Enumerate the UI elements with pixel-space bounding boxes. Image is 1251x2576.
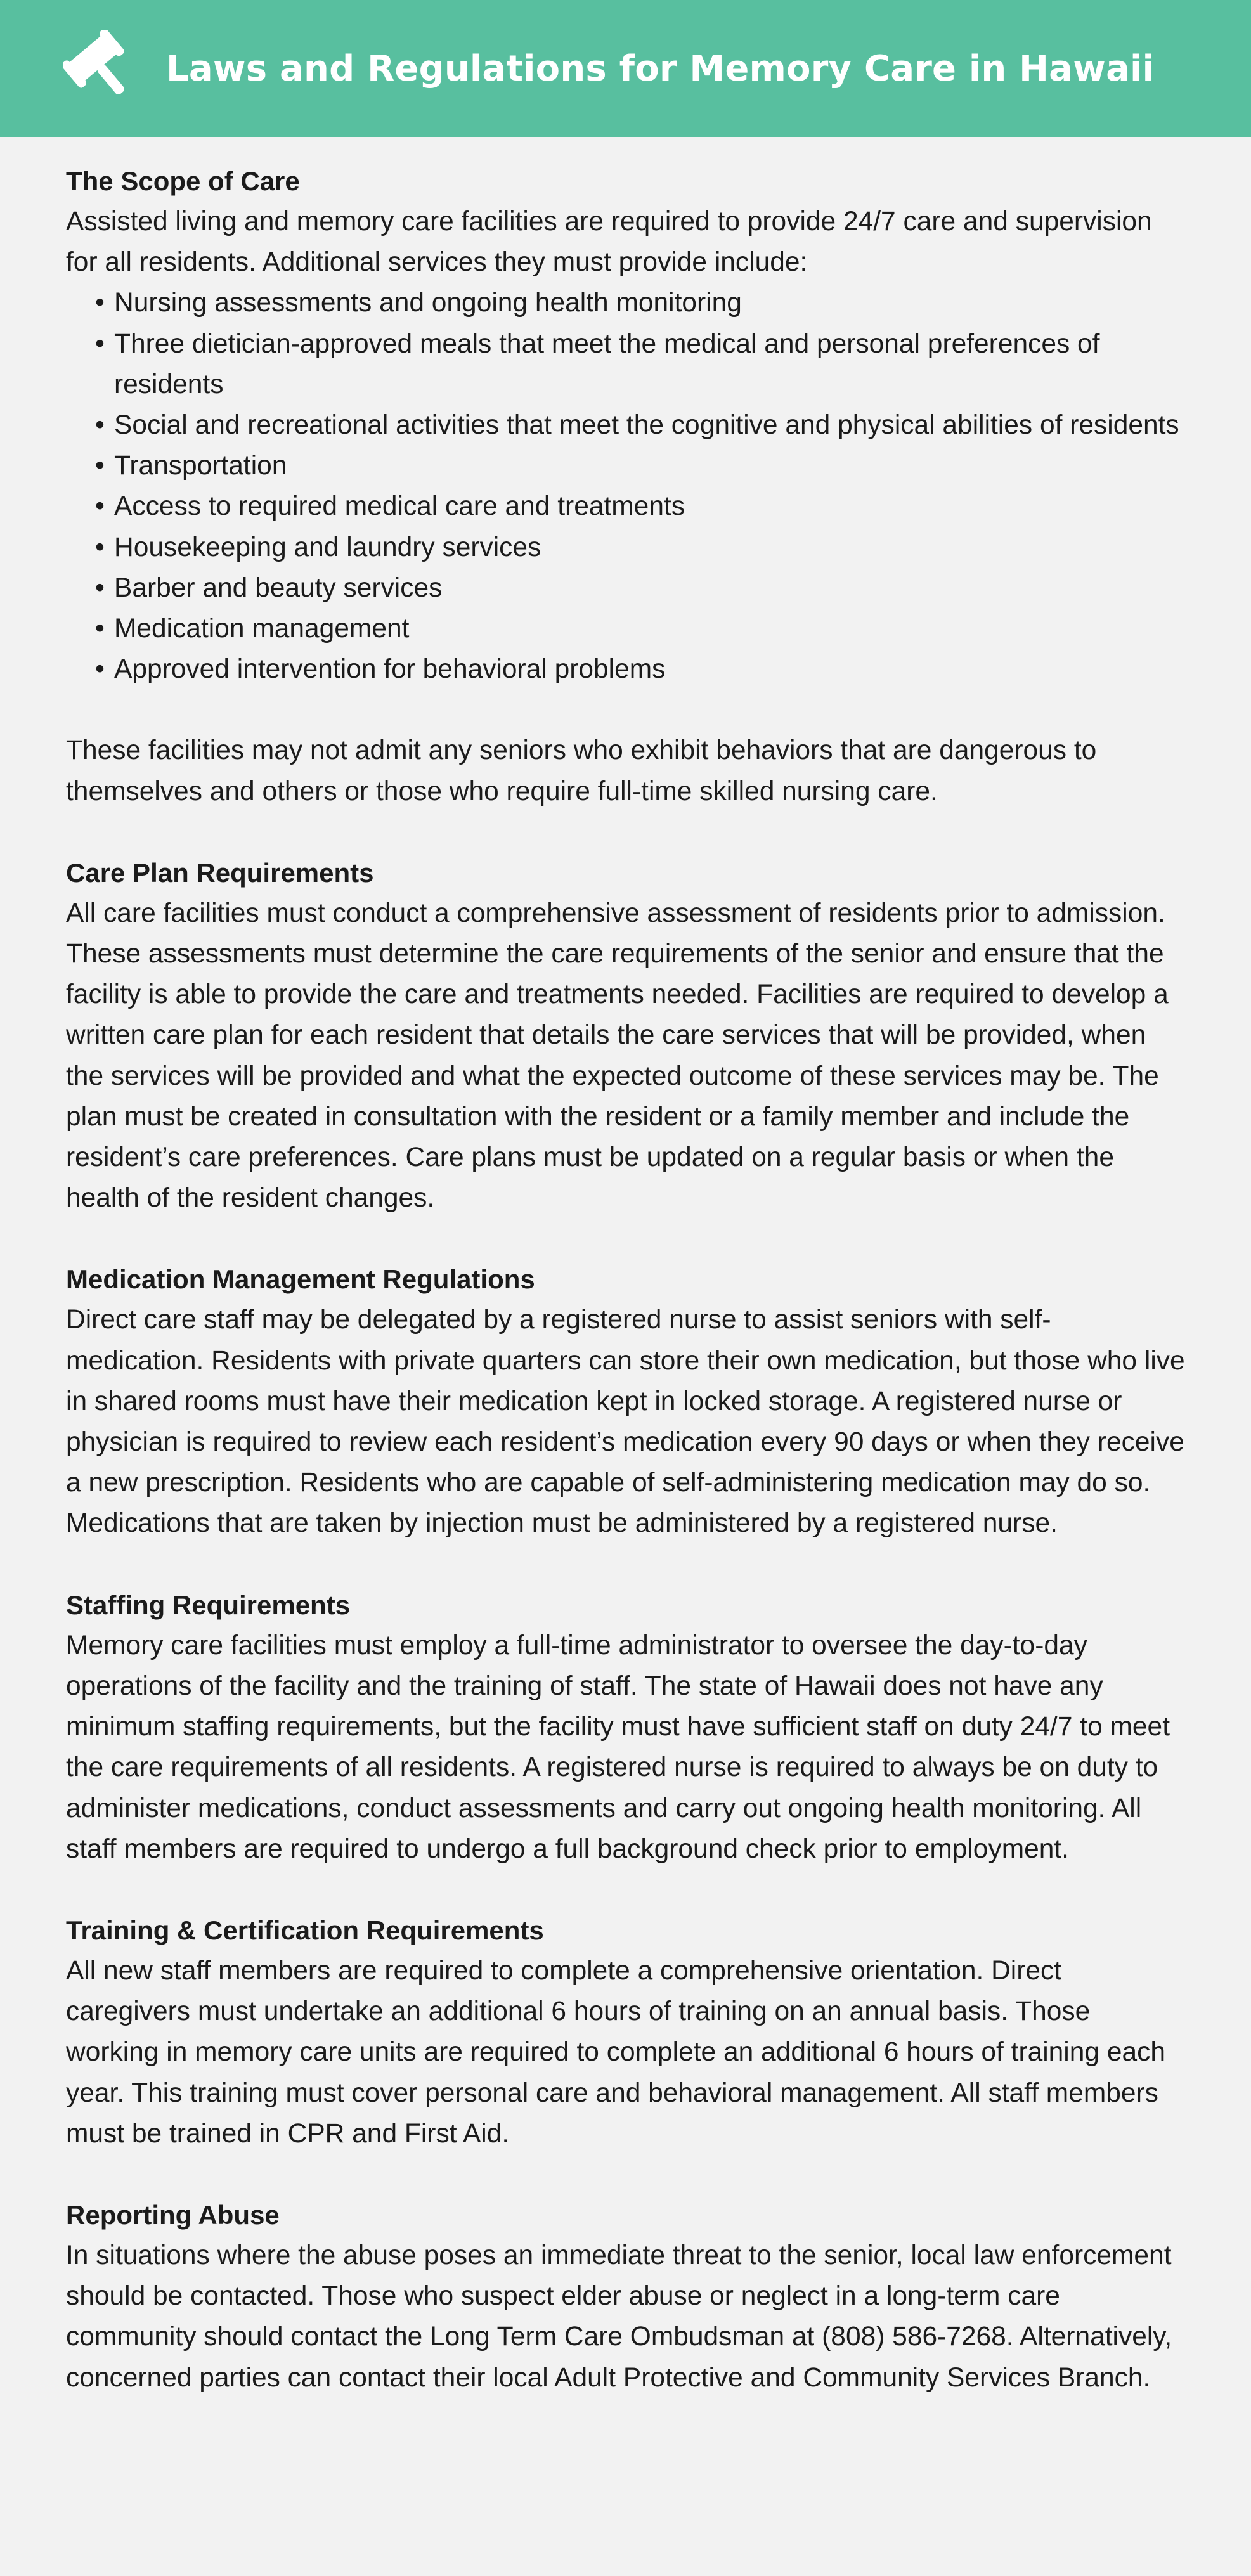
list-item: • Housekeeping and laundry services (95, 527, 1185, 568)
list-item: • Nursing assessments and ongoing health monitoring (95, 283, 1185, 323)
section-heading: Medication Management Regulations (66, 1264, 535, 1295)
services-list (66, 283, 1185, 690)
list-item: • Barber and beauty services (95, 568, 1185, 609)
section-body: Memory care facilities must employ a full-time administrator to oversee the day-to-day operations of the facility and the training of staff. The state of Hawaii does not have any minimum staffing requirements, but the facility must have sufficient staff on duty 24/7 to meet the care requirements of all residents. A registered nurse is required to always be on duty to administer medications, conduct assessments and carry out ongoing health monitoring. All staff members are required to undergo a full background check prior to employment. (66, 1630, 1170, 1864)
section-care-plan (66, 853, 1185, 1219)
list-item: • Social and recreational activities that meet the cognitive and physical abilities of residents (95, 405, 1185, 446)
section-scope-of-care (66, 161, 1185, 812)
article-body (0, 137, 1251, 2398)
section-heading: The Scope of Care (66, 166, 300, 196)
list-item: • Medication management (95, 609, 1185, 649)
section-body: Direct care staff may be delegated by a registered nurse to assist seniors with self-medication. Residents with private quarters can store their own medication, but those who live in shared rooms must have their medication kept in locked storage. A registered nurse or physician is required to review each resident’s medication every 90 days or when they receive a new prescription. Residents who are capable of self-administering medication may do so. Medications that are taken by injection must be administered by a registered nurse. (66, 1305, 1185, 1539)
section-reporting-abuse (66, 2195, 1185, 2398)
gavel-icon (63, 30, 139, 107)
page-header (0, 0, 1251, 137)
section-heading: Care Plan Requirements (66, 857, 374, 888)
section-heading: Staffing Requirements (66, 1589, 351, 1620)
section-body: In situations where the abuse poses an immediate threat to the senior, local law enforcement should be contacted. Those who suspect elder abuse or neglect in a long-term care community should contact the Long Term Care Ombudsman at (808) 586-7268. Alternatively, concerned parties can contact their local Adult Protective and Community Services Branch. (66, 2240, 1172, 2393)
section-intro: Assisted living and memory care facilities are required to provide 24/7 care and supervision for all residents. Additional services they must provide include: (66, 207, 1152, 278)
section-medication-management (66, 1259, 1185, 1544)
page-title: Laws and Regulations for Memory Care in Hawaii (166, 48, 1155, 89)
section-heading: Training & Certification Requirements (66, 1915, 544, 1945)
list-item: • Three dietician-approved meals that meet the medical and personal preferences of residents (95, 324, 1185, 405)
section-body: All care facilities must conduct a comprehensive assessment of residents prior to admission. These assessments must determine the care requirements of the senior and ensure that the facility is able to provide the care and treatments needed. Facilities are required to develop a written care plan for each resident that details the care services that will be provided, when the services will be provided and what the expected outcome of these services may be. The plan must be created in consultation with the resident or a family member and include the resident’s care preferences. Care plans must be updated on a regular basis or when the health of the resident changes. (66, 898, 1169, 1214)
list-item: • Transportation (95, 446, 1185, 486)
section-staffing (66, 1585, 1185, 1870)
section-heading: Reporting Abuse (66, 2199, 280, 2230)
section-outro: These facilities may not admit any seniors who exhibit behaviors that are dangerous to themselves and others or those who require full-time skilled nursing care. (66, 735, 1097, 806)
section-training (66, 1910, 1185, 2154)
list-item: • Approved intervention for behavioral problems (95, 649, 1185, 690)
list-item: • Access to required medical care and treatments (95, 486, 1185, 527)
section-body: All new staff members are required to complete a comprehensive orientation. Direct caregivers must undertake an additional 6 hours of training on an annual basis. Those working in memory care units are required to complete an additional 6 hours of training each year. This training must cover personal care and behavioral management. All staff members must be trained in CPR and First Aid. (66, 1955, 1165, 2149)
